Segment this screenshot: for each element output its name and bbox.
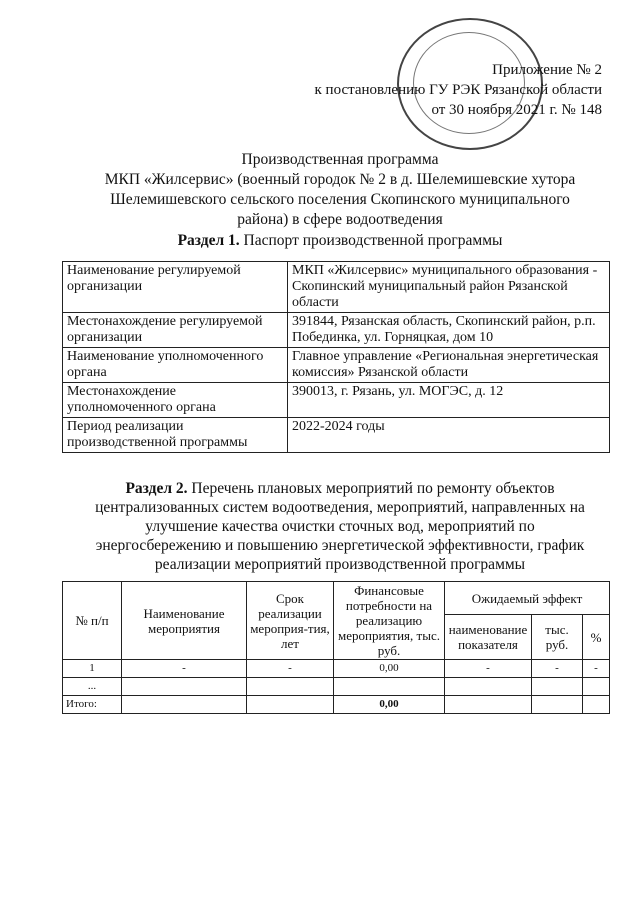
- section-2-line-1: Перечень плановых мероприятий по ремонту объектов: [187, 480, 555, 497]
- cell-num: 1: [63, 660, 122, 678]
- header-name: Наименование мероприятия: [122, 582, 247, 660]
- title-line-1: Производственная программа: [241, 151, 439, 168]
- passport-value-cell: Главное управление «Региональная энергетическая комиссия» Рязанской области: [288, 348, 610, 383]
- header-thousand: тыс. руб.: [532, 615, 583, 660]
- cell-finance: 0,00: [334, 660, 445, 678]
- passport-name-cell: Период реализации производственной программы: [63, 418, 288, 453]
- header-indicator: наименование показателя: [445, 615, 532, 660]
- section-2-line-3: улучшение качества очистки сточных вод, мероприятий по: [145, 518, 535, 535]
- title-line-2: МКП «Жилсервис» (военный городок № 2 в д. Шелемишевские хутора: [104, 171, 576, 188]
- table-row: [63, 418, 610, 453]
- section-2-line-4: энергосбережению и повышению энергетической эффективности, график: [95, 537, 585, 554]
- header-effect: Ожидаемый эффект: [445, 582, 610, 615]
- appendix-line-2: к постановлению ГУ РЭК Рязанской области: [314, 82, 602, 98]
- passport-value-cell: 390013, г. Рязань, ул. МОГЭС, д. 12: [288, 383, 610, 418]
- passport-name-cell: Наименование уполномоченного органа: [63, 348, 288, 383]
- appendix-line-1: Приложение № 2: [492, 62, 602, 78]
- header-term: Срок реализации мероприя-тия, лет: [247, 582, 334, 660]
- section-2-line-5: реализации мероприятий производственной программы: [154, 556, 526, 573]
- table-header-row: [63, 582, 610, 615]
- header-num: № п/п: [63, 582, 122, 660]
- total-empty-cell: [247, 696, 334, 714]
- table-row: [63, 313, 610, 348]
- appendix-header: [315, 60, 602, 120]
- header-percent: %: [583, 615, 610, 660]
- total-finance: [334, 696, 445, 714]
- table-row: [63, 383, 610, 418]
- table-row: [63, 678, 610, 696]
- section-2-label: Раздел 2.: [125, 480, 188, 497]
- cell-term: -: [247, 660, 334, 678]
- section-2-line-2: централизованных систем водоотведения, мероприятий, направленных на: [95, 499, 585, 516]
- passport-name-cell: Местонахождение уполномоченного органа: [63, 383, 288, 418]
- cell-name: -: [122, 660, 247, 678]
- section-2-heading: [62, 479, 618, 574]
- passport-value-cell: 2022-2024 годы: [288, 418, 610, 453]
- cell-num: ...: [63, 678, 122, 696]
- section-1-heading: [60, 232, 620, 250]
- passport-name-cell: Наименование регулируемой организации: [63, 262, 288, 313]
- cell-thousand: -: [532, 660, 583, 678]
- document-title: [80, 150, 600, 230]
- passport-value-cell: МКП «Жилсервис» муниципального образования - Скопинский муниципальный район Рязанской области: [288, 262, 610, 313]
- passport-name-cell: Местонахождение регулируемой организации: [63, 313, 288, 348]
- total-finance-value: 0,00: [379, 698, 399, 710]
- total-label: Итого:: [63, 696, 122, 714]
- cell-indicator: -: [445, 660, 532, 678]
- events-table: [62, 581, 610, 714]
- section-1-label: Раздел 1.: [177, 232, 240, 249]
- header-finance: Финансовые потребности на реализацию мероприятия, тыс. руб.: [334, 582, 445, 660]
- total-empty-cell: [583, 696, 610, 714]
- cell-finance: [334, 678, 445, 696]
- total-empty-cell: [122, 696, 247, 714]
- table-total-row: [63, 696, 610, 714]
- section-1-text: Паспорт производственной программы: [239, 232, 503, 249]
- cell-percent: -: [583, 660, 610, 678]
- passport-value-cell: 391844, Рязанская область, Скопинский район, р.п. Побединка, ул. Горняцкая, дом 10: [288, 313, 610, 348]
- table-row: [63, 348, 610, 383]
- cell-term: [247, 678, 334, 696]
- cell-percent: [583, 678, 610, 696]
- passport-table: [62, 261, 610, 453]
- cell-thousand: [532, 678, 583, 696]
- appendix-line-3: от 30 ноября 2021 г. № 148: [431, 102, 602, 118]
- title-line-4: района) в сфере водоотведения: [237, 211, 443, 228]
- cell-name: [122, 678, 247, 696]
- title-line-3: Шелемишевского сельского поселения Скопинского муниципального: [110, 191, 570, 208]
- table-row: [63, 262, 610, 313]
- cell-indicator: [445, 678, 532, 696]
- total-empty-cell: [532, 696, 583, 714]
- table-row: [63, 660, 610, 678]
- total-empty-cell: [445, 696, 532, 714]
